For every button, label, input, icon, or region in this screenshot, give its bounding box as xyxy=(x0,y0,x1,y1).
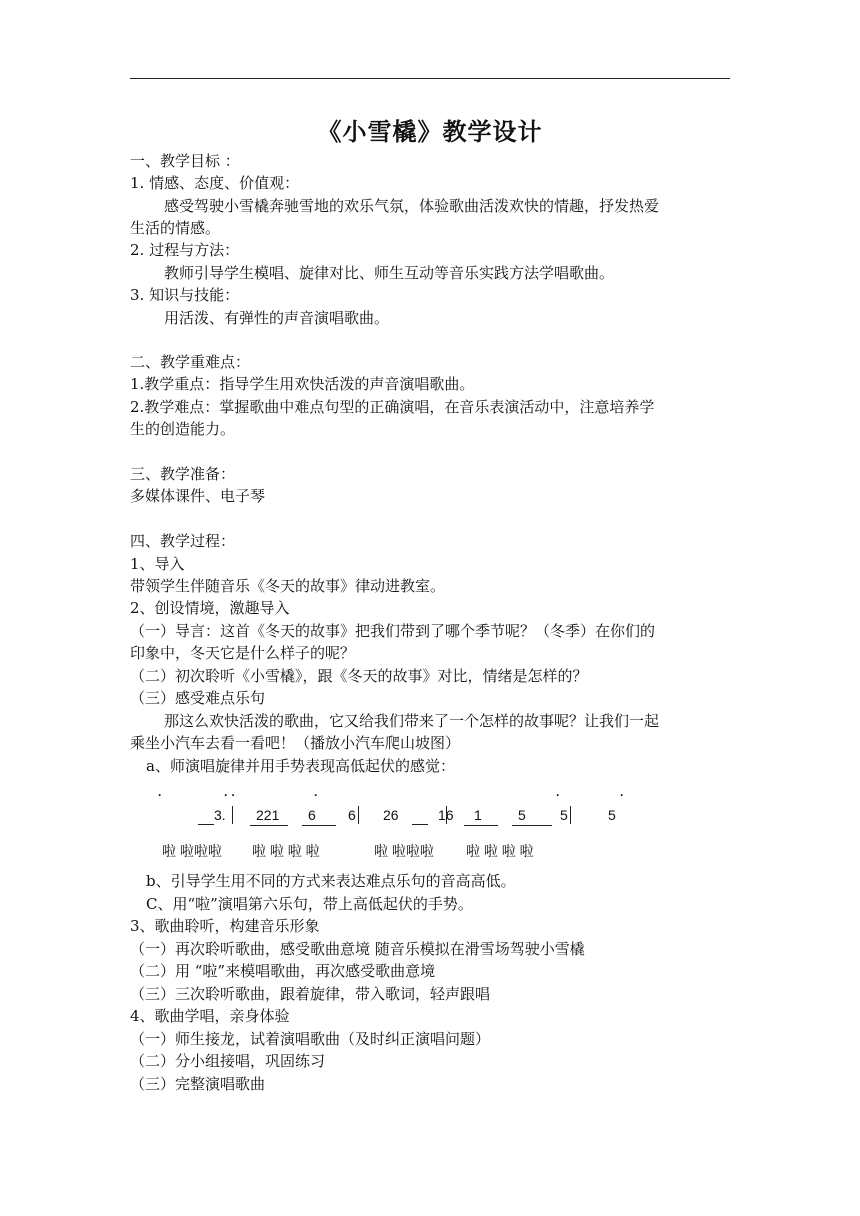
step-2-item-3: （三）感受难点乐句 xyxy=(130,689,266,707)
step-4-item-1: （一）师生接龙，试着演唱歌曲（及时纠正演唱问题） xyxy=(130,1030,491,1048)
note-group: 16 xyxy=(438,807,454,823)
key-point: 1.教学重点：指导学生用欢快活泼的声音演唱歌曲。 xyxy=(130,375,475,393)
notation-underline xyxy=(302,825,336,826)
step-2-item-3-text-c: a、师演唱旋律并用手势表现高低起伏的感觉： xyxy=(146,757,455,775)
note-group: 5 xyxy=(560,807,568,823)
step-2-item-1b: 印象中，冬天它是什么样子的呢？ xyxy=(130,644,356,662)
music-notation xyxy=(150,788,650,868)
step-3-heading: 3、歌曲聆听，构建音乐形象 xyxy=(130,917,320,935)
notation-underline xyxy=(250,825,288,826)
preparation-text: 多媒体课件、电子琴 xyxy=(130,487,266,505)
lyrics-la: 啦 啦啦啦 xyxy=(162,843,222,859)
notation-dot: · · xyxy=(224,788,236,802)
goal-2-label: 2. 过程与方法： xyxy=(130,241,240,259)
lyrics-la: 啦 啦 啦 啦 xyxy=(466,843,534,859)
step-3-item-3: （三）三次聆听歌曲，跟着旋律，带入歌词，轻声跟唱 xyxy=(130,985,491,1003)
step-2-heading: 2、创设情境，激趣导入 xyxy=(130,599,290,617)
section-1-heading: 一、教学目标 ： xyxy=(130,152,240,170)
step-4-item-3: （三）完整演唱歌曲 xyxy=(130,1075,266,1093)
section-3-heading: 三、教学准备： xyxy=(130,465,236,483)
note-group: 1 xyxy=(474,807,482,823)
step-4-item-2: （二）分小组接唱，巩固练习 xyxy=(130,1052,326,1070)
notation-underline xyxy=(412,824,428,825)
note-group: 6 xyxy=(348,807,356,823)
bar-line xyxy=(446,806,447,824)
step-2-item-3-text-d: b、引导学生用不同的方式来表达难点乐句的音高高低。 xyxy=(146,872,516,890)
header-rule xyxy=(130,78,730,79)
step-1-heading: 1、导入 xyxy=(130,555,185,573)
goal-1-text-b: 生活的情感。 xyxy=(130,219,221,237)
goal-1-label: 1. 情感、态度、价值观： xyxy=(130,174,300,192)
step-3-item-2: （二）用 “啦”来模唱歌曲，再次感受歌曲意境 xyxy=(130,962,436,980)
step-2-item-1a: （一）导言：这首《冬天的故事》把我们带到了哪个季节呢？（冬季）在你们的 xyxy=(130,622,656,640)
step-2-item-2: （二）初次聆听《小雪橇》，跟《冬天的故事》对比，情绪是怎样的？ xyxy=(130,667,588,685)
section-2-heading: 二、教学重难点： xyxy=(130,353,251,371)
difficulty-a: 2.教学难点：掌握歌曲中难点句型的正确演唱，在音乐表演活动中，注意培养学 xyxy=(130,398,655,416)
lyrics-la: 啦 啦啦啦 xyxy=(374,843,434,859)
step-2-item-3-text-e: C、用“啦”演唱第六乐句，带上高低起伏的手势。 xyxy=(146,895,473,913)
step-2-item-3-text-b: 乘坐小汽车去看一看吧！（播放小汽车爬山坡图） xyxy=(130,734,461,752)
note-group: 3. xyxy=(214,807,226,823)
notation-underline xyxy=(198,824,214,825)
note-group: 6 xyxy=(308,807,316,823)
section-4-heading: 四、教学过程： xyxy=(130,532,236,550)
bar-line xyxy=(358,806,359,824)
document-title: 《小雪橇》教学设计 xyxy=(317,118,543,146)
notation-dot: · xyxy=(314,788,318,802)
notation-underline xyxy=(512,825,552,826)
notation-dot: · xyxy=(620,788,624,802)
step-4-heading: 4、歌曲学唱，亲身体验 xyxy=(130,1007,290,1025)
notation-dot: · xyxy=(556,788,560,802)
note-group: 5 xyxy=(518,807,526,823)
notation-underline xyxy=(464,825,498,826)
difficulty-b: 生的创造能力。 xyxy=(130,420,236,438)
goal-1-text-a: 感受驾驶小雪橇奔驰雪地的欢乐气氛，体验歌曲活泼欢快的情趣，抒发热爱 xyxy=(164,197,660,215)
goal-2-text: 教师引导学生模唱、旋律对比、师生互动等音乐实践方法学唱歌曲。 xyxy=(164,264,615,282)
bar-line xyxy=(570,806,571,824)
notation-dot: · xyxy=(158,788,162,802)
note-group: 221 xyxy=(256,807,280,823)
step-2-item-3-text-a: 那这么欢快活泼的歌曲，它又给我们带来了一个怎样的故事呢？让我们一起 xyxy=(164,712,660,730)
note-group: 5 xyxy=(608,807,616,823)
step-3-item-1: （一）再次聆听歌曲，感受歌曲意境 随音乐模拟在滑雪场驾驶小雪橇 xyxy=(130,940,585,958)
goal-3-label: 3. 知识与技能： xyxy=(130,286,240,304)
step-1-text: 带领学生伴随音乐《冬天的故事》律动进教室。 xyxy=(130,577,446,595)
bar-line xyxy=(232,806,233,824)
note-group: 26 xyxy=(383,807,399,823)
goal-3-text: 用活泼、有弹性的声音演唱歌曲。 xyxy=(164,309,390,327)
lyrics-la: 啦 啦 啦 啦 xyxy=(252,843,320,859)
